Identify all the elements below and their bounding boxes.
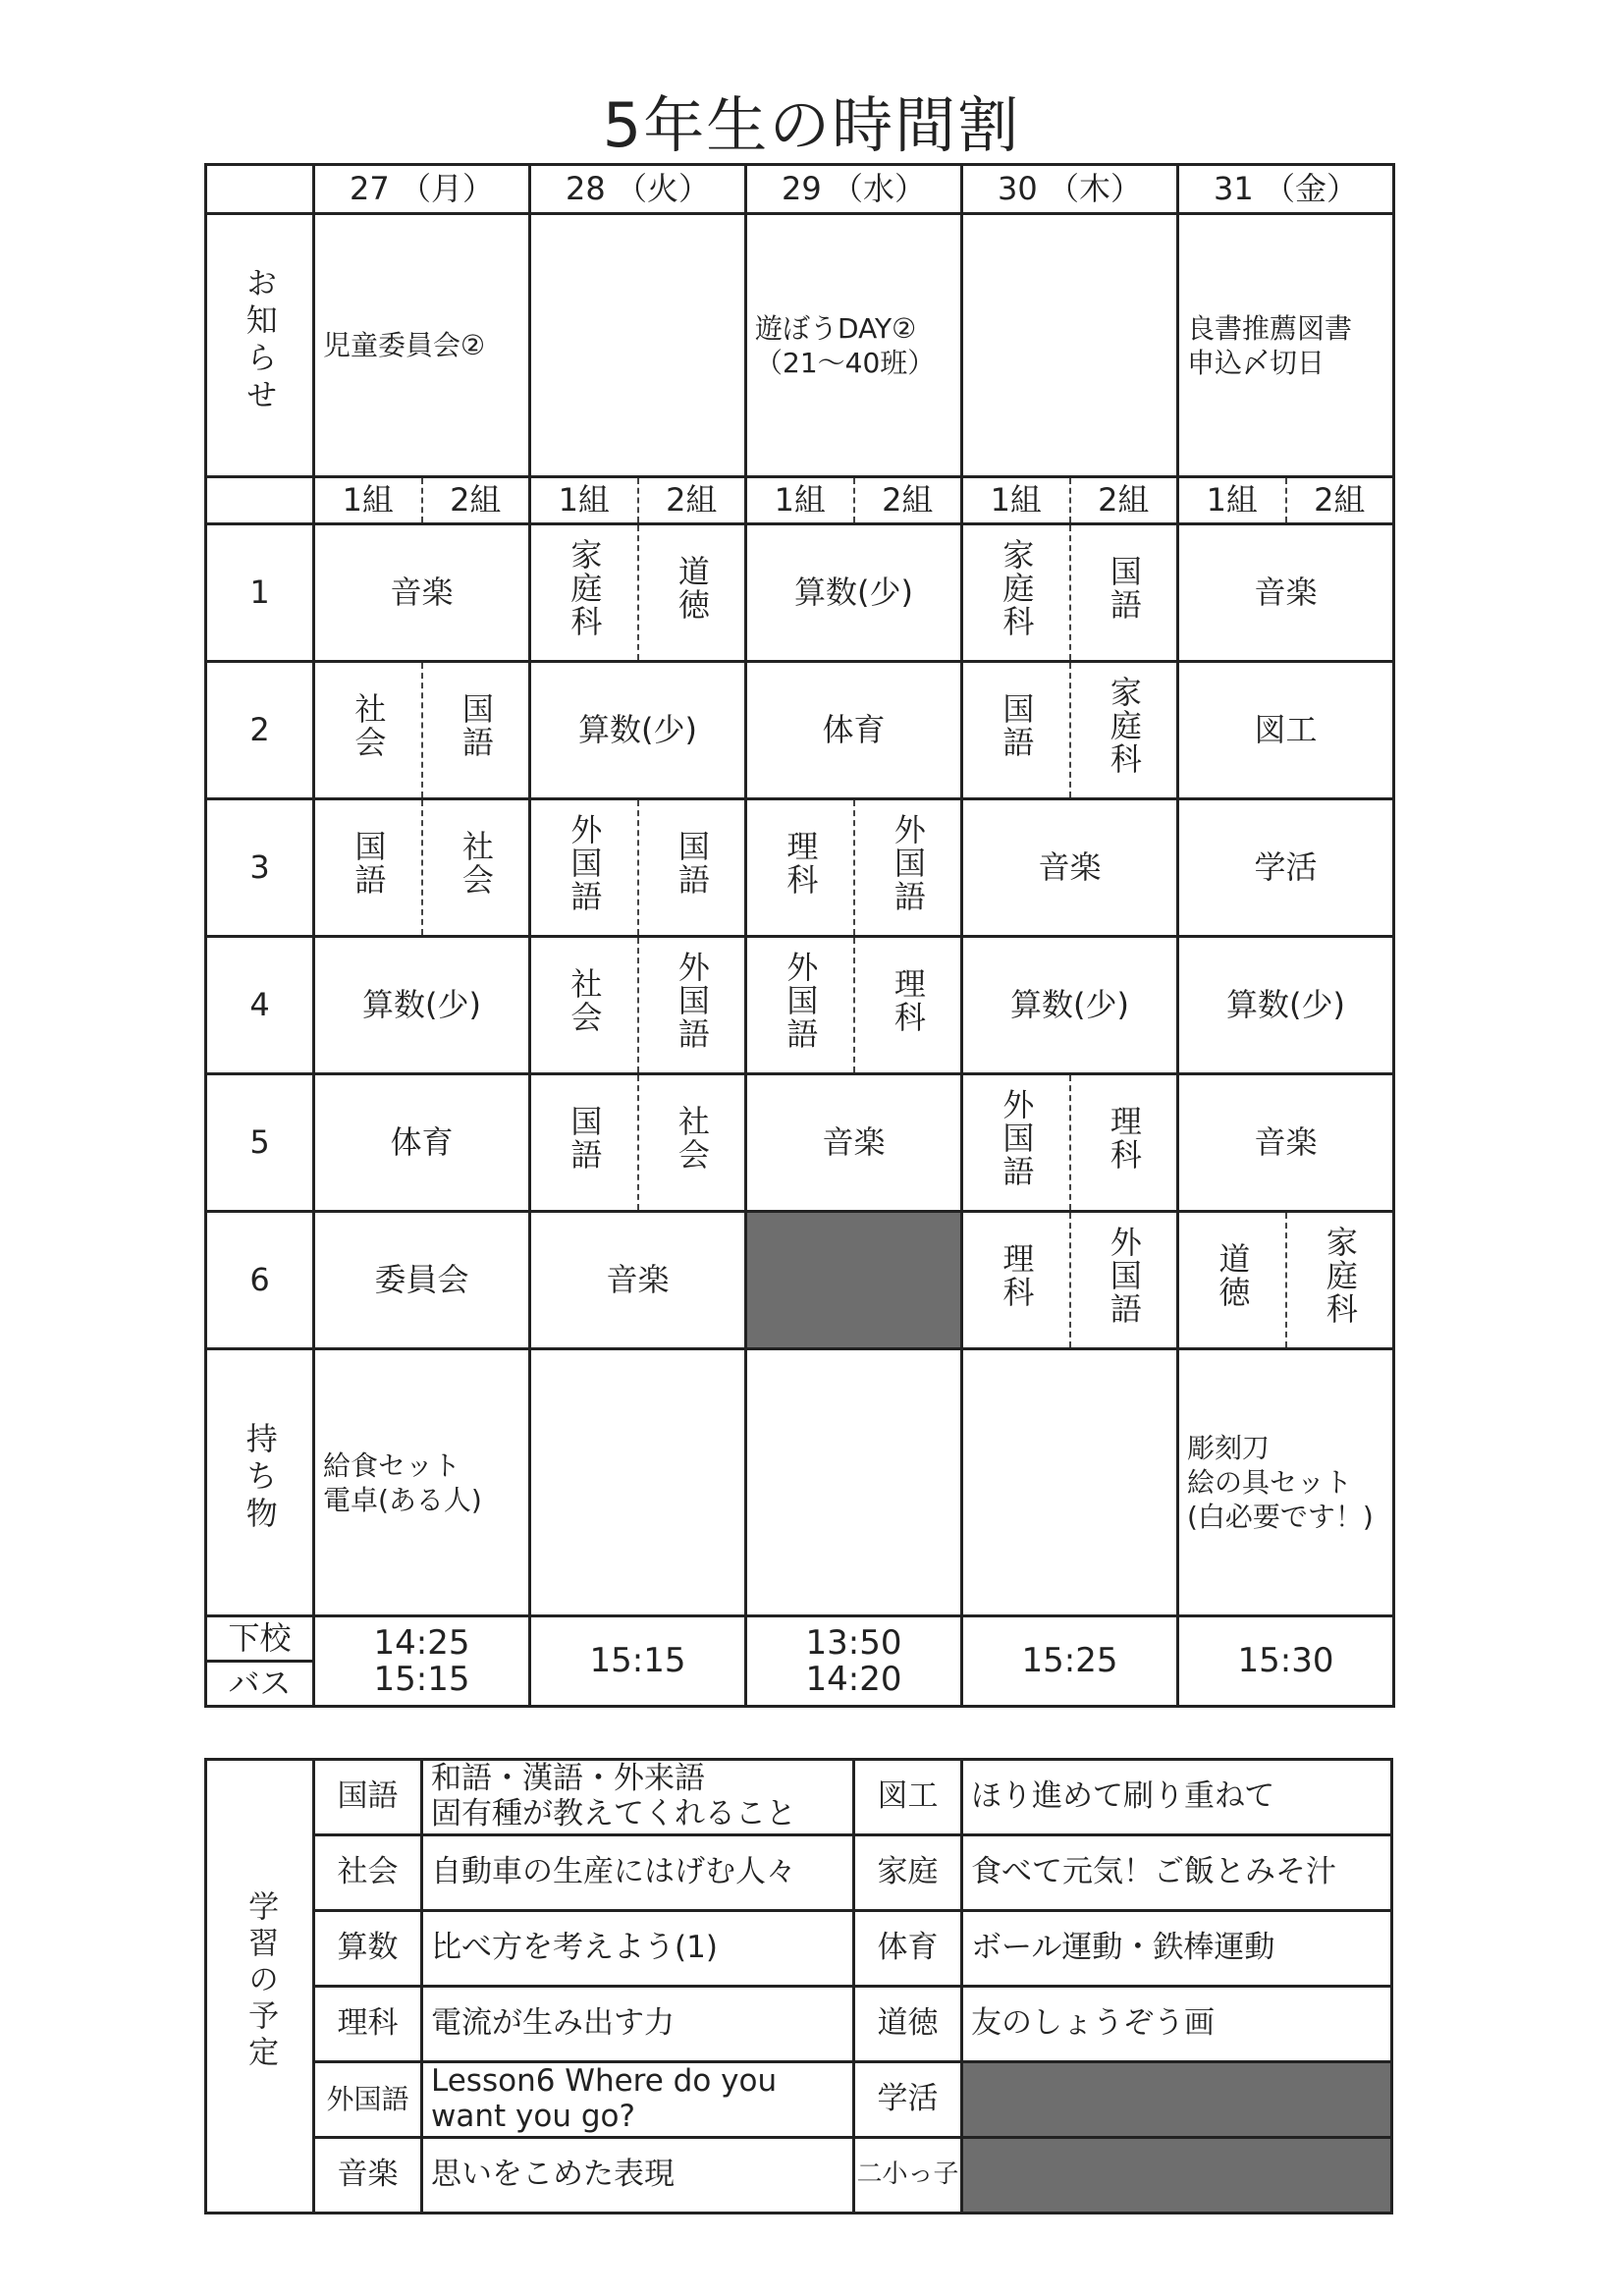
lesson-cell: 理科 (962, 1212, 1070, 1349)
plan-row (206, 2138, 1392, 2214)
dismissal-row (206, 1616, 1394, 1662)
notice-label: お知らせ (206, 214, 314, 477)
notice-tue (530, 214, 746, 477)
plan-subject: 理科 (314, 1987, 422, 2062)
lesson-cell: 音楽 (962, 799, 1178, 937)
plan-content: 自動車の生産にはげむ人々 (422, 1835, 854, 1911)
lesson-cell: 家庭科 (1286, 1212, 1394, 1349)
lesson-cell: 音楽 (1178, 1074, 1394, 1212)
lesson-cell: 学活 (1178, 799, 1394, 937)
notice-thu (962, 214, 1178, 477)
plan-content-blocked (962, 2138, 1392, 2214)
period-label: 3 (206, 799, 314, 937)
lesson-cell: 道徳 (1178, 1212, 1286, 1349)
period-label: 4 (206, 937, 314, 1074)
dismissal-label: 下校 (206, 1616, 314, 1662)
page-title: 5年生の時間割 (602, 89, 1021, 161)
corner-cell (206, 165, 314, 214)
class-1-fri: 1組 (1178, 477, 1286, 524)
notice-fri: 良書推薦図書 申込〆切日 (1178, 214, 1394, 477)
lesson-cell: 理科 (854, 937, 962, 1074)
class-1-thu: 1組 (962, 477, 1070, 524)
lesson-cell: 外国語 (638, 937, 746, 1074)
blocked-cell (746, 1212, 962, 1349)
plan-content: 友のしょうぞう画 (962, 1987, 1392, 2062)
lesson-cell: 体育 (746, 662, 962, 799)
study-plan-table (204, 1758, 1393, 2214)
class-2-tue: 2組 (638, 477, 746, 524)
plan-subject: 音楽 (314, 2138, 422, 2214)
lesson-cell: 算数(少) (1178, 937, 1394, 1074)
lesson-cell: 家庭科 (1070, 662, 1178, 799)
lesson-cell: 外国語 (1070, 1212, 1178, 1349)
dismissal-wed: 13:50 14:20 (746, 1616, 962, 1707)
period-row-2 (206, 662, 1394, 799)
plan-content: 和語・漢語・外来語 固有種が教えてくれること (422, 1760, 854, 1835)
lesson-cell: 音楽 (314, 524, 530, 662)
lesson-cell: 国語 (530, 1074, 638, 1212)
plan-content: 電流が生み出す力 (422, 1987, 854, 2062)
day-header-row (206, 165, 1394, 214)
notice-wed: 遊ぼうDAY② （21～40班） (746, 214, 962, 477)
lesson-cell: 国語 (1070, 524, 1178, 662)
lesson-cell: 家庭科 (530, 524, 638, 662)
class-header-corner (206, 477, 314, 524)
lesson-cell: 理科 (746, 799, 854, 937)
plan-subject: 図工 (854, 1760, 962, 1835)
lesson-cell: 算数(少) (530, 662, 746, 799)
lesson-cell: 外国語 (854, 799, 962, 937)
plan-row (206, 1987, 1392, 2062)
dismissal-thu: 15:25 (962, 1616, 1178, 1707)
plan-subject: 国語 (314, 1760, 422, 1835)
lesson-cell: 社会 (314, 662, 422, 799)
lesson-cell: 道徳 (638, 524, 746, 662)
period-row-1 (206, 524, 1394, 662)
items-tue (530, 1349, 746, 1616)
plan-subject: 学活 (854, 2062, 962, 2138)
plan-subject: 家庭 (854, 1835, 962, 1911)
lesson-cell: 社会 (638, 1074, 746, 1212)
class-2-mon: 2組 (422, 477, 530, 524)
plan-subject: 道徳 (854, 1987, 962, 2062)
notice-mon: 児童委員会② (314, 214, 530, 477)
class-2-wed: 2組 (854, 477, 962, 524)
items-row (206, 1349, 1394, 1616)
lesson-cell: 図工 (1178, 662, 1394, 799)
lesson-cell: 算数(少) (746, 524, 962, 662)
class-1-mon: 1組 (314, 477, 422, 524)
items-fri: 彫刻刀 絵の具セット (白必要です！) (1178, 1349, 1394, 1616)
study-plan-label: 学習の予定 (206, 1760, 314, 2214)
plan-content: ボール運動・鉄棒運動 (962, 1911, 1392, 1987)
lesson-cell: 算数(少) (314, 937, 530, 1074)
lesson-cell: 外国語 (962, 1074, 1070, 1212)
plan-content: ほり進めて刷り重ねて (962, 1760, 1392, 1835)
plan-subject: 外国語 (314, 2062, 422, 2138)
class-1-tue: 1組 (530, 477, 638, 524)
plan-row (206, 2062, 1392, 2138)
day-header-wed: 29 （水） (746, 165, 962, 214)
lesson-cell: 家庭科 (962, 524, 1070, 662)
plan-content: 思いをこめた表現 (422, 2138, 854, 2214)
items-thu (962, 1349, 1178, 1616)
plan-row (206, 1760, 1392, 1835)
plan-subject: 二小っ子 (854, 2138, 962, 2214)
plan-content-blocked (962, 2062, 1392, 2138)
items-wed (746, 1349, 962, 1616)
lesson-cell: 社会 (530, 937, 638, 1074)
lesson-cell: 外国語 (746, 937, 854, 1074)
lesson-cell: 音楽 (746, 1074, 962, 1212)
period-label: 6 (206, 1212, 314, 1349)
lesson-cell: 理科 (1070, 1074, 1178, 1212)
day-header-thu: 30 （木） (962, 165, 1178, 214)
class-2-thu: 2組 (1070, 477, 1178, 524)
lesson-cell: 外国語 (530, 799, 638, 937)
lesson-cell: 音楽 (530, 1212, 746, 1349)
lesson-cell: 体育 (314, 1074, 530, 1212)
lesson-cell: 算数(少) (962, 937, 1178, 1074)
bus-label: バス (206, 1662, 314, 1707)
plan-subject: 体育 (854, 1911, 962, 1987)
plan-content: 比べ方を考えよう(1) (422, 1911, 854, 1987)
notice-row (206, 214, 1394, 477)
timetable (204, 163, 1395, 1708)
plan-row (206, 1911, 1392, 1987)
plan-row (206, 1835, 1392, 1911)
dismissal-mon: 14:25 15:15 (314, 1616, 530, 1707)
class-header-row (206, 477, 1394, 524)
plan-subject: 算数 (314, 1911, 422, 1987)
day-header-tue: 28 （火） (530, 165, 746, 214)
period-row-5 (206, 1074, 1394, 1212)
dismissal-fri: 15:30 (1178, 1616, 1394, 1707)
items-label: 持ち物 (206, 1349, 314, 1616)
period-label: 2 (206, 662, 314, 799)
lesson-cell: 国語 (638, 799, 746, 937)
lesson-cell: 社会 (422, 799, 530, 937)
dismissal-tue: 15:15 (530, 1616, 746, 1707)
lesson-cell: 音楽 (1178, 524, 1394, 662)
lesson-cell: 委員会 (314, 1212, 530, 1349)
period-label: 5 (206, 1074, 314, 1212)
plan-content: Lesson6 Where do you want you go? (422, 2062, 854, 2138)
day-header-mon: 27 （月） (314, 165, 530, 214)
period-label: 1 (206, 524, 314, 662)
period-row-3 (206, 799, 1394, 937)
lesson-cell: 国語 (314, 799, 422, 937)
class-2-fri: 2組 (1286, 477, 1394, 524)
period-row-4 (206, 937, 1394, 1074)
lesson-cell: 国語 (962, 662, 1070, 799)
class-1-wed: 1組 (746, 477, 854, 524)
plan-subject: 社会 (314, 1835, 422, 1911)
plan-content: 食べて元気！ご飯とみそ汁 (962, 1835, 1392, 1911)
items-mon: 給食セット 電卓(ある人) (314, 1349, 530, 1616)
day-header-fri: 31 （金） (1178, 165, 1394, 214)
period-row-6 (206, 1212, 1394, 1349)
lesson-cell: 国語 (422, 662, 530, 799)
